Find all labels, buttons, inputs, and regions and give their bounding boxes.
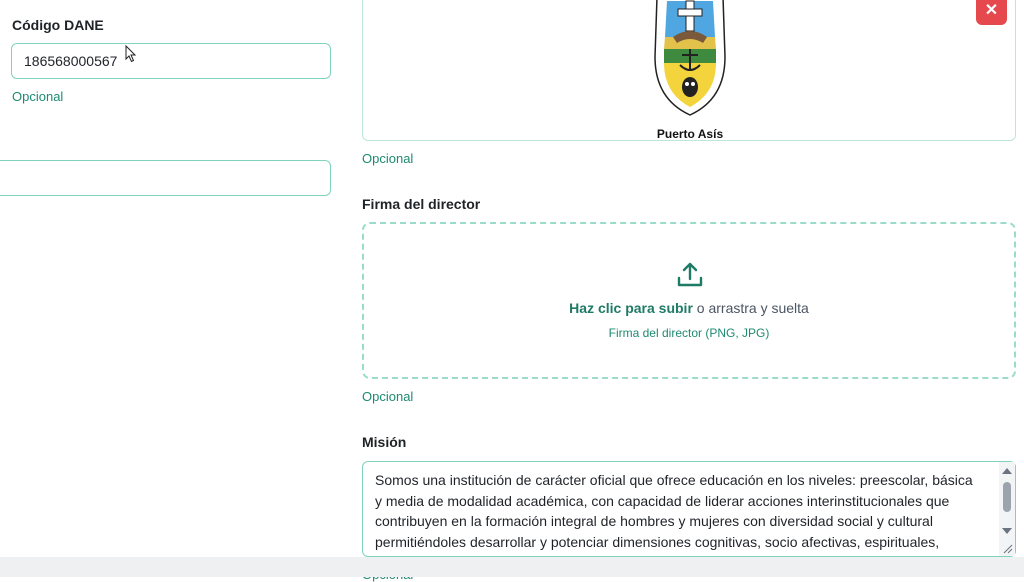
second-input[interactable] [0, 160, 331, 196]
mouse-cursor-icon [125, 45, 137, 63]
close-icon: ✕ [984, 1, 999, 19]
remove-logo-button[interactable] [976, 0, 1007, 25]
signature-label: Firma del director [362, 196, 481, 212]
scroll-thumb[interactable] [1003, 482, 1011, 512]
dane-hint: Opcional [12, 89, 64, 104]
mission-scrollbar[interactable] [999, 462, 1015, 556]
upload-link[interactable]: Haz clic para subir [569, 300, 693, 316]
upload-icon [676, 260, 704, 288]
logo-preview [362, 0, 1016, 141]
dane-label: Código DANE [12, 17, 104, 33]
scroll-up-icon[interactable] [999, 464, 1015, 478]
upload-instructions [364, 300, 1014, 316]
logo-hint: Opcional [362, 151, 414, 166]
institution-logo [645, 0, 735, 137]
mission-label: Misión [362, 434, 407, 450]
dane-input[interactable] [11, 43, 331, 79]
signature-dropzone[interactable] [362, 222, 1016, 379]
scroll-down-icon[interactable] [999, 524, 1015, 538]
mission-text: Somos una institución de carácter oficial que ofrece educación en los niveles: preescolar, básica y media de modalidad académica, con capacidad de liderar acciones interinstitucionales que contribuyen en la formación integral de hombres y mujeres con diversidad social y cultural permitiéndoles desarrollar y potenciar dimensiones cognitivas, socio afectivas, espirituales, [375, 472, 973, 550]
upload-drag-text: o arrastra y suelta [692, 300, 809, 316]
signature-hint: Opcional [362, 389, 414, 404]
upload-formats: Firma del director (PNG, JPG) [608, 326, 770, 340]
bottom-bar [0, 557, 1024, 577]
logo-caption: Puerto Asís [656, 127, 724, 141]
mission-textarea[interactable] [362, 461, 1016, 557]
resize-handle-icon[interactable] [1003, 544, 1013, 554]
